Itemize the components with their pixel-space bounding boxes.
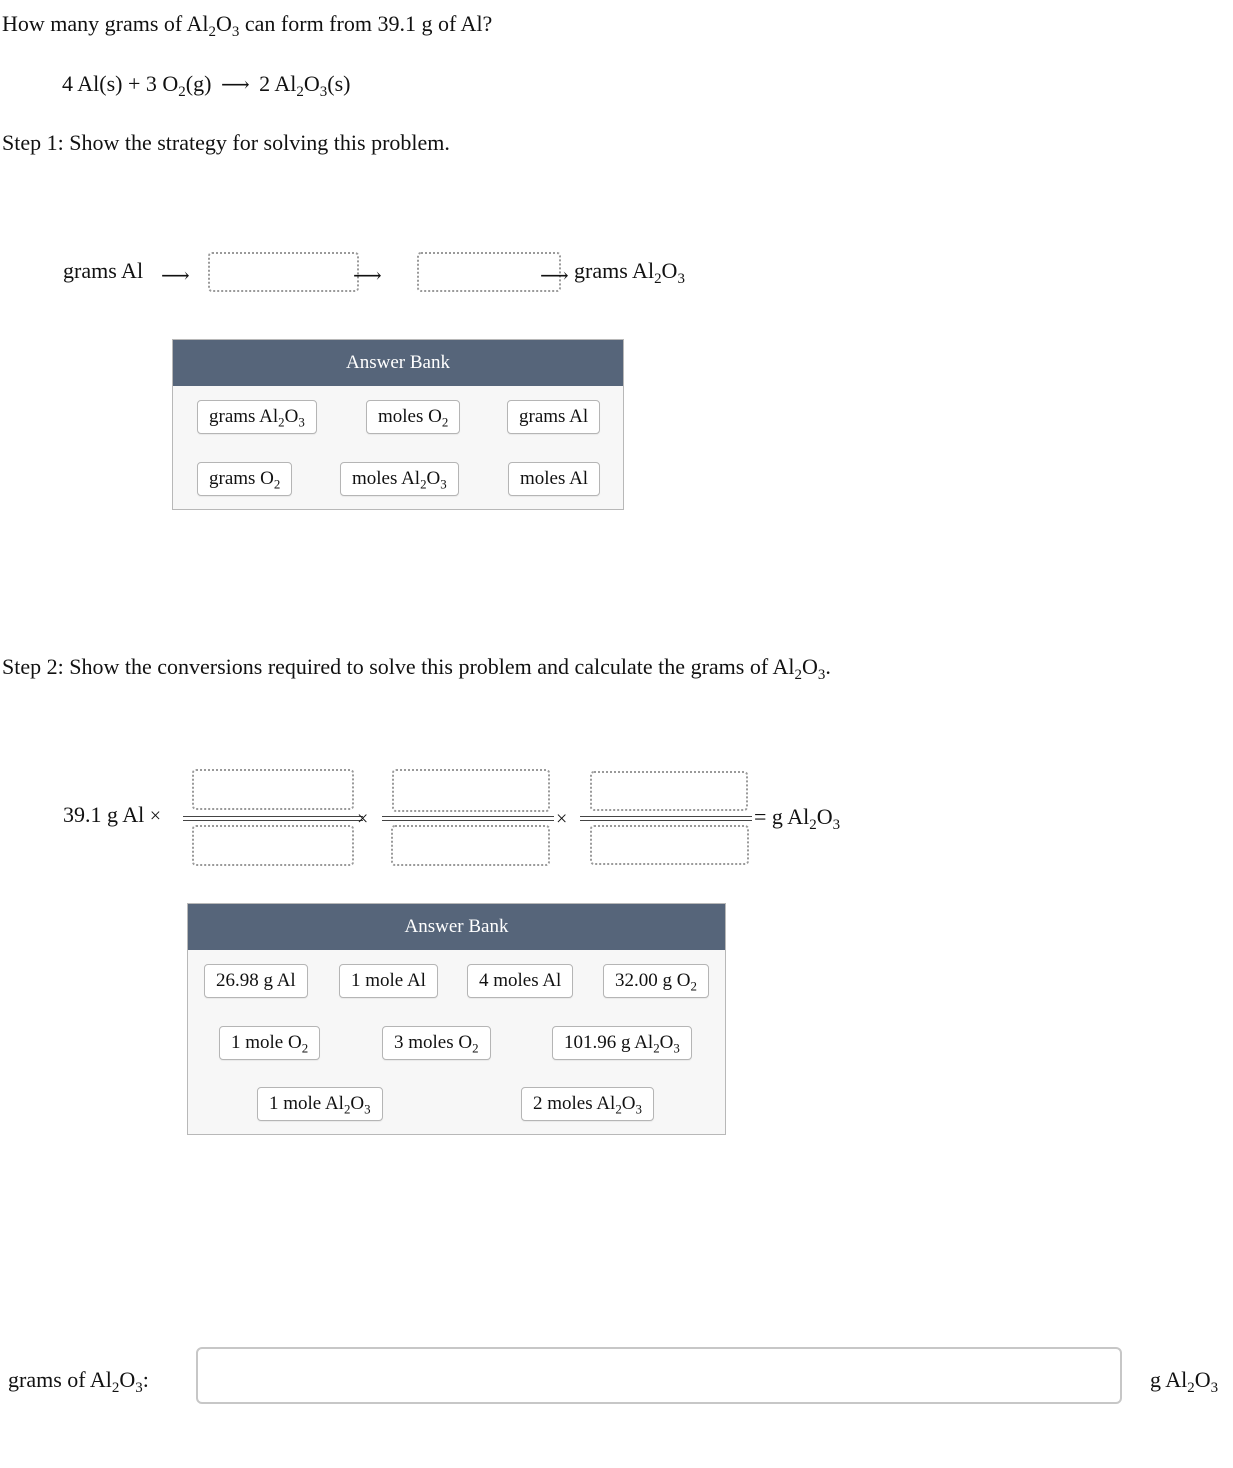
step1-heading: Step 1: Show the strategy for solving this problem. (2, 130, 450, 155)
starting-quantity: 39.1 g Al × (63, 802, 162, 827)
numerator-slot-1[interactable] (192, 769, 354, 810)
fraction-bar (580, 816, 752, 817)
answer-bank-title: Answer Bank (173, 340, 623, 386)
bank-tile[interactable]: 4 moles Al (467, 964, 573, 998)
bank-tile[interactable]: 101.96 g $Al_2O_3$ (552, 1026, 692, 1060)
bank-tile[interactable]: moles $Al_2O_3$ (340, 462, 459, 496)
answer-bank-title: Answer Bank (188, 904, 725, 950)
reaction-arrow-icon: ⟶ (220, 74, 250, 96)
question-text: How many grams of $Al_2O_3$ can form from 39.1 g of Al? (2, 11, 493, 41)
numerator-slot-3[interactable] (590, 771, 748, 811)
arrow-right-icon: ⟶ (540, 265, 569, 287)
bank-tile[interactable]: 1 mole $O_2$ (219, 1026, 320, 1060)
step2-answer-bank (187, 903, 726, 1135)
fraction-bar (183, 816, 363, 817)
bank-tile[interactable]: 3 moles $O_2$ (382, 1026, 491, 1060)
arrow-right-icon: ⟶ (161, 265, 190, 287)
step2-heading: Step 2: Show the conversions required to solve this problem and calculate the grams of $Al_2O_3$. (2, 654, 831, 684)
chemical-equation: 4 Al(s) + 3 $O_2(g)$ ⟶ 2 $Al_2O_3(s)$ (62, 71, 351, 101)
bank-tile[interactable]: 2 moles $Al_2O_3$ (521, 1087, 654, 1121)
multiply-icon: × (149, 805, 162, 827)
multiply-icon: × (556, 808, 568, 830)
strategy-end-label: grams $Al_2O_3$ (574, 258, 685, 288)
conversion-result-unit: = g $Al_2O_3$ (754, 804, 841, 834)
step1-answer-bank (172, 339, 624, 510)
bank-tile[interactable]: 1 mole Al (339, 964, 438, 998)
final-answer-label: grams of $Al_2O_3$: (8, 1367, 149, 1397)
bank-tile[interactable]: 26.98 g Al (204, 964, 308, 998)
denominator-slot-2[interactable] (391, 825, 550, 866)
denominator-slot-3[interactable] (590, 825, 749, 865)
bank-tile[interactable]: grams Al (507, 400, 600, 434)
bank-tile[interactable]: moles $O_2$ (366, 400, 460, 434)
fraction-bar (183, 820, 363, 821)
numerator-slot-2[interactable] (392, 769, 550, 812)
final-answer-unit: g $Al_2O_3$ (1150, 1367, 1219, 1397)
bank-tile[interactable]: grams $Al_2O_3$ (197, 400, 317, 434)
strategy-drop-slot-1[interactable] (208, 252, 359, 292)
arrow-right-icon: ⟶ (353, 265, 382, 287)
grams-answer-input[interactable] (196, 1347, 1122, 1404)
fraction-bar (382, 820, 554, 821)
multiply-icon: × (357, 808, 369, 830)
bank-tile[interactable]: grams $O_2$ (197, 462, 292, 496)
bank-tile[interactable]: 1 mole $Al_2O_3$ (257, 1087, 383, 1121)
fraction-bar (382, 816, 554, 817)
fraction-bar (580, 820, 752, 821)
denominator-slot-1[interactable] (192, 825, 354, 866)
bank-tile[interactable]: 32.00 g $O_2$ (603, 964, 709, 998)
bank-tile[interactable]: moles Al (508, 462, 600, 496)
strategy-start-label: grams Al (63, 258, 144, 283)
